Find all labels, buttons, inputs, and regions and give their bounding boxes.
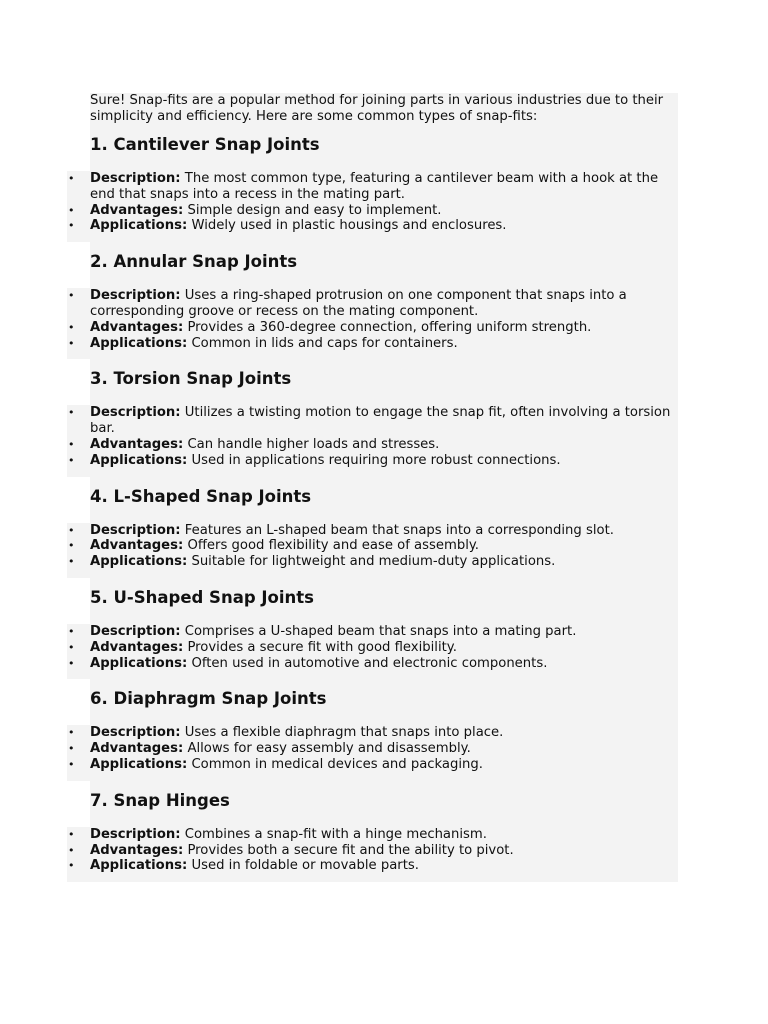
intro-block — [90, 93, 678, 125]
list-item-applications — [68, 554, 674, 570]
label-description: Description: — [90, 725, 181, 741]
list-item-applications — [68, 452, 674, 469]
description-text: Comprises a U-shaped beam that snaps into a mating part. — [184, 623, 577, 639]
bullet-icon: • — [68, 336, 75, 350]
bullet-icon: • — [68, 289, 75, 303]
section-list — [67, 523, 678, 570]
description-text: Utilizes a twisting motion to engage the snap fit, often involving a torsion bar. — [90, 405, 671, 437]
section-list-block — [67, 288, 678, 351]
bullet-icon: • — [68, 172, 75, 185]
section-heading-block — [90, 242, 678, 288]
section-spacer — [67, 351, 678, 359]
advantages-text: Can handle higher loads and stresses. — [187, 436, 440, 452]
section-spacer — [67, 874, 678, 882]
section-spacer — [67, 469, 678, 477]
advantages-text: Provides a secure fit with good flexibility. — [187, 639, 457, 655]
bullet-icon: • — [68, 437, 75, 451]
label-advantages: Advantages: — [90, 319, 184, 335]
section-title: 2. Annular Snap Joints — [90, 252, 298, 272]
advantages-text: Provides a 360-degree connection, offering uniform strength. — [187, 319, 592, 335]
list-item-advantages — [68, 842, 674, 859]
label-applications: Applications: — [90, 335, 188, 351]
list-item-advantages — [68, 639, 674, 656]
section — [0, 781, 768, 882]
bullet-icon: • — [68, 742, 75, 756]
section-title: 1. Cantilever Snap Joints — [90, 135, 320, 154]
label-advantages: Advantages: — [90, 538, 184, 554]
section-spacer — [67, 671, 678, 679]
applications-text: Suitable for lightweight and medium-duty applications. — [191, 554, 556, 570]
label-advantages: Advantages: — [90, 639, 184, 655]
section-list-block — [67, 523, 678, 570]
document — [0, 93, 768, 882]
list-item-advantages — [68, 319, 674, 336]
label-applications: Applications: — [90, 655, 188, 671]
applications-text: Common in medical devices and packaging. — [191, 756, 483, 772]
bullet-icon: • — [68, 624, 75, 638]
list-item-advantages — [68, 436, 674, 453]
applications-text: Used in foldable or movable parts. — [191, 858, 419, 874]
description-text: Uses a flexible diaphragm that snaps into place. — [184, 725, 504, 741]
list-item-applications — [68, 218, 674, 234]
label-applications: Applications: — [90, 554, 188, 570]
list-item-description — [68, 171, 674, 203]
section — [0, 679, 768, 780]
section-title: 7. Snap Hinges — [90, 790, 230, 810]
section-list — [67, 171, 678, 234]
section-list — [67, 827, 678, 874]
bullet-icon: • — [68, 219, 75, 233]
label-applications: Applications: — [90, 452, 188, 468]
bullet-icon: • — [68, 523, 75, 537]
list-item-advantages — [68, 741, 674, 757]
advantages-text: Simple design and easy to implement. — [187, 202, 442, 218]
section-list-block — [67, 405, 678, 468]
description-text: Features an L-shaped beam that snaps into a corresponding slot. — [184, 522, 614, 538]
list-item-advantages — [68, 202, 674, 219]
label-applications: Applications: — [90, 756, 188, 772]
label-advantages: Advantages: — [90, 202, 184, 218]
bullet-icon: • — [68, 406, 75, 420]
bullet-icon: • — [68, 726, 75, 740]
applications-text: Used in applications requiring more robust connections. — [191, 452, 561, 468]
section-heading-block — [90, 781, 678, 827]
section-spacer — [67, 570, 678, 578]
intro-paragraph: Sure! Snap-fits are a popular method for joining parts in various industries due to their simplicity and efficiency. Here are some common types of snap-fits: — [90, 93, 664, 124]
applications-text: Common in lids and caps for containers. — [191, 335, 458, 351]
list-item-description — [68, 725, 674, 741]
bullet-icon: • — [68, 555, 75, 569]
applications-text: Widely used in plastic housings and enclosures. — [191, 218, 507, 234]
list-item-applications — [68, 655, 674, 672]
bullet-icon: • — [68, 859, 75, 873]
section-spacer — [67, 234, 678, 242]
label-applications: Applications: — [90, 858, 188, 874]
bullet-icon: • — [68, 203, 75, 217]
section-heading-block — [90, 578, 678, 624]
section — [0, 242, 768, 359]
advantages-text: Provides both a secure fit and the ability to pivot. — [187, 842, 514, 858]
label-description: Description: — [90, 288, 181, 304]
section — [0, 477, 768, 578]
description-text: The most common type, featuring a cantilever beam with a hook at the end that snaps into a recess in the mating part. — [90, 171, 659, 202]
label-applications: Applications: — [90, 218, 188, 234]
list-item-description — [68, 288, 674, 320]
bullet-icon: • — [68, 453, 75, 467]
label-description: Description: — [90, 826, 181, 842]
section-heading-block — [90, 359, 678, 405]
list-item-applications — [68, 756, 674, 773]
label-description: Description: — [90, 623, 181, 639]
section-title: 3. Torsion Snap Joints — [90, 369, 292, 389]
sections-container — [0, 125, 768, 882]
section-title: 4. L-Shaped Snap Joints — [90, 486, 312, 506]
section-list — [67, 725, 678, 772]
section — [0, 359, 768, 476]
advantages-text: Offers good flexibility and ease of assembly. — [187, 538, 479, 554]
section-list — [67, 624, 678, 671]
list-item-applications — [68, 858, 674, 874]
section-title: 6. Diaphragm Snap Joints — [90, 689, 327, 709]
description-text: Uses a ring-shaped protrusion on one component that snaps into a corresponding groove or recess on the mating component. — [90, 288, 627, 319]
list-item-description — [68, 623, 674, 640]
section-heading-block — [90, 679, 678, 725]
bullet-icon: • — [68, 757, 75, 771]
advantages-text: Allows for easy assembly and disassembly. — [187, 741, 471, 757]
label-advantages: Advantages: — [90, 436, 184, 452]
bullet-icon: • — [68, 539, 75, 553]
section-list-block — [67, 725, 678, 772]
label-advantages: Advantages: — [90, 741, 184, 757]
label-description: Description: — [90, 522, 181, 538]
section — [0, 125, 768, 242]
section-heading-block — [90, 125, 678, 171]
list-item-applications — [68, 335, 674, 352]
section-heading-block — [90, 477, 678, 523]
list-item-description — [68, 405, 674, 437]
list-item-description — [68, 522, 674, 539]
list-item-description — [68, 826, 674, 843]
section-list — [67, 288, 678, 351]
section-spacer — [67, 773, 678, 781]
label-advantages: Advantages: — [90, 842, 184, 858]
bullet-icon: • — [68, 656, 75, 670]
list-item-advantages — [68, 538, 674, 554]
section-list-block — [67, 171, 678, 234]
label-description: Description: — [90, 405, 181, 421]
section-list — [67, 405, 678, 468]
bullet-icon: • — [68, 640, 75, 654]
bullet-icon: • — [68, 827, 75, 841]
section-list-block — [67, 624, 678, 671]
section-title: 5. U-Shaped Snap Joints — [90, 587, 314, 607]
bullet-icon: • — [68, 843, 75, 857]
section — [0, 578, 768, 679]
bullet-icon: • — [68, 320, 75, 334]
applications-text: Often used in automotive and electronic components. — [191, 655, 548, 671]
description-text: Combines a snap-fit with a hinge mechanism. — [184, 826, 487, 842]
section-list-block — [67, 827, 678, 874]
label-description: Description: — [90, 171, 181, 186]
